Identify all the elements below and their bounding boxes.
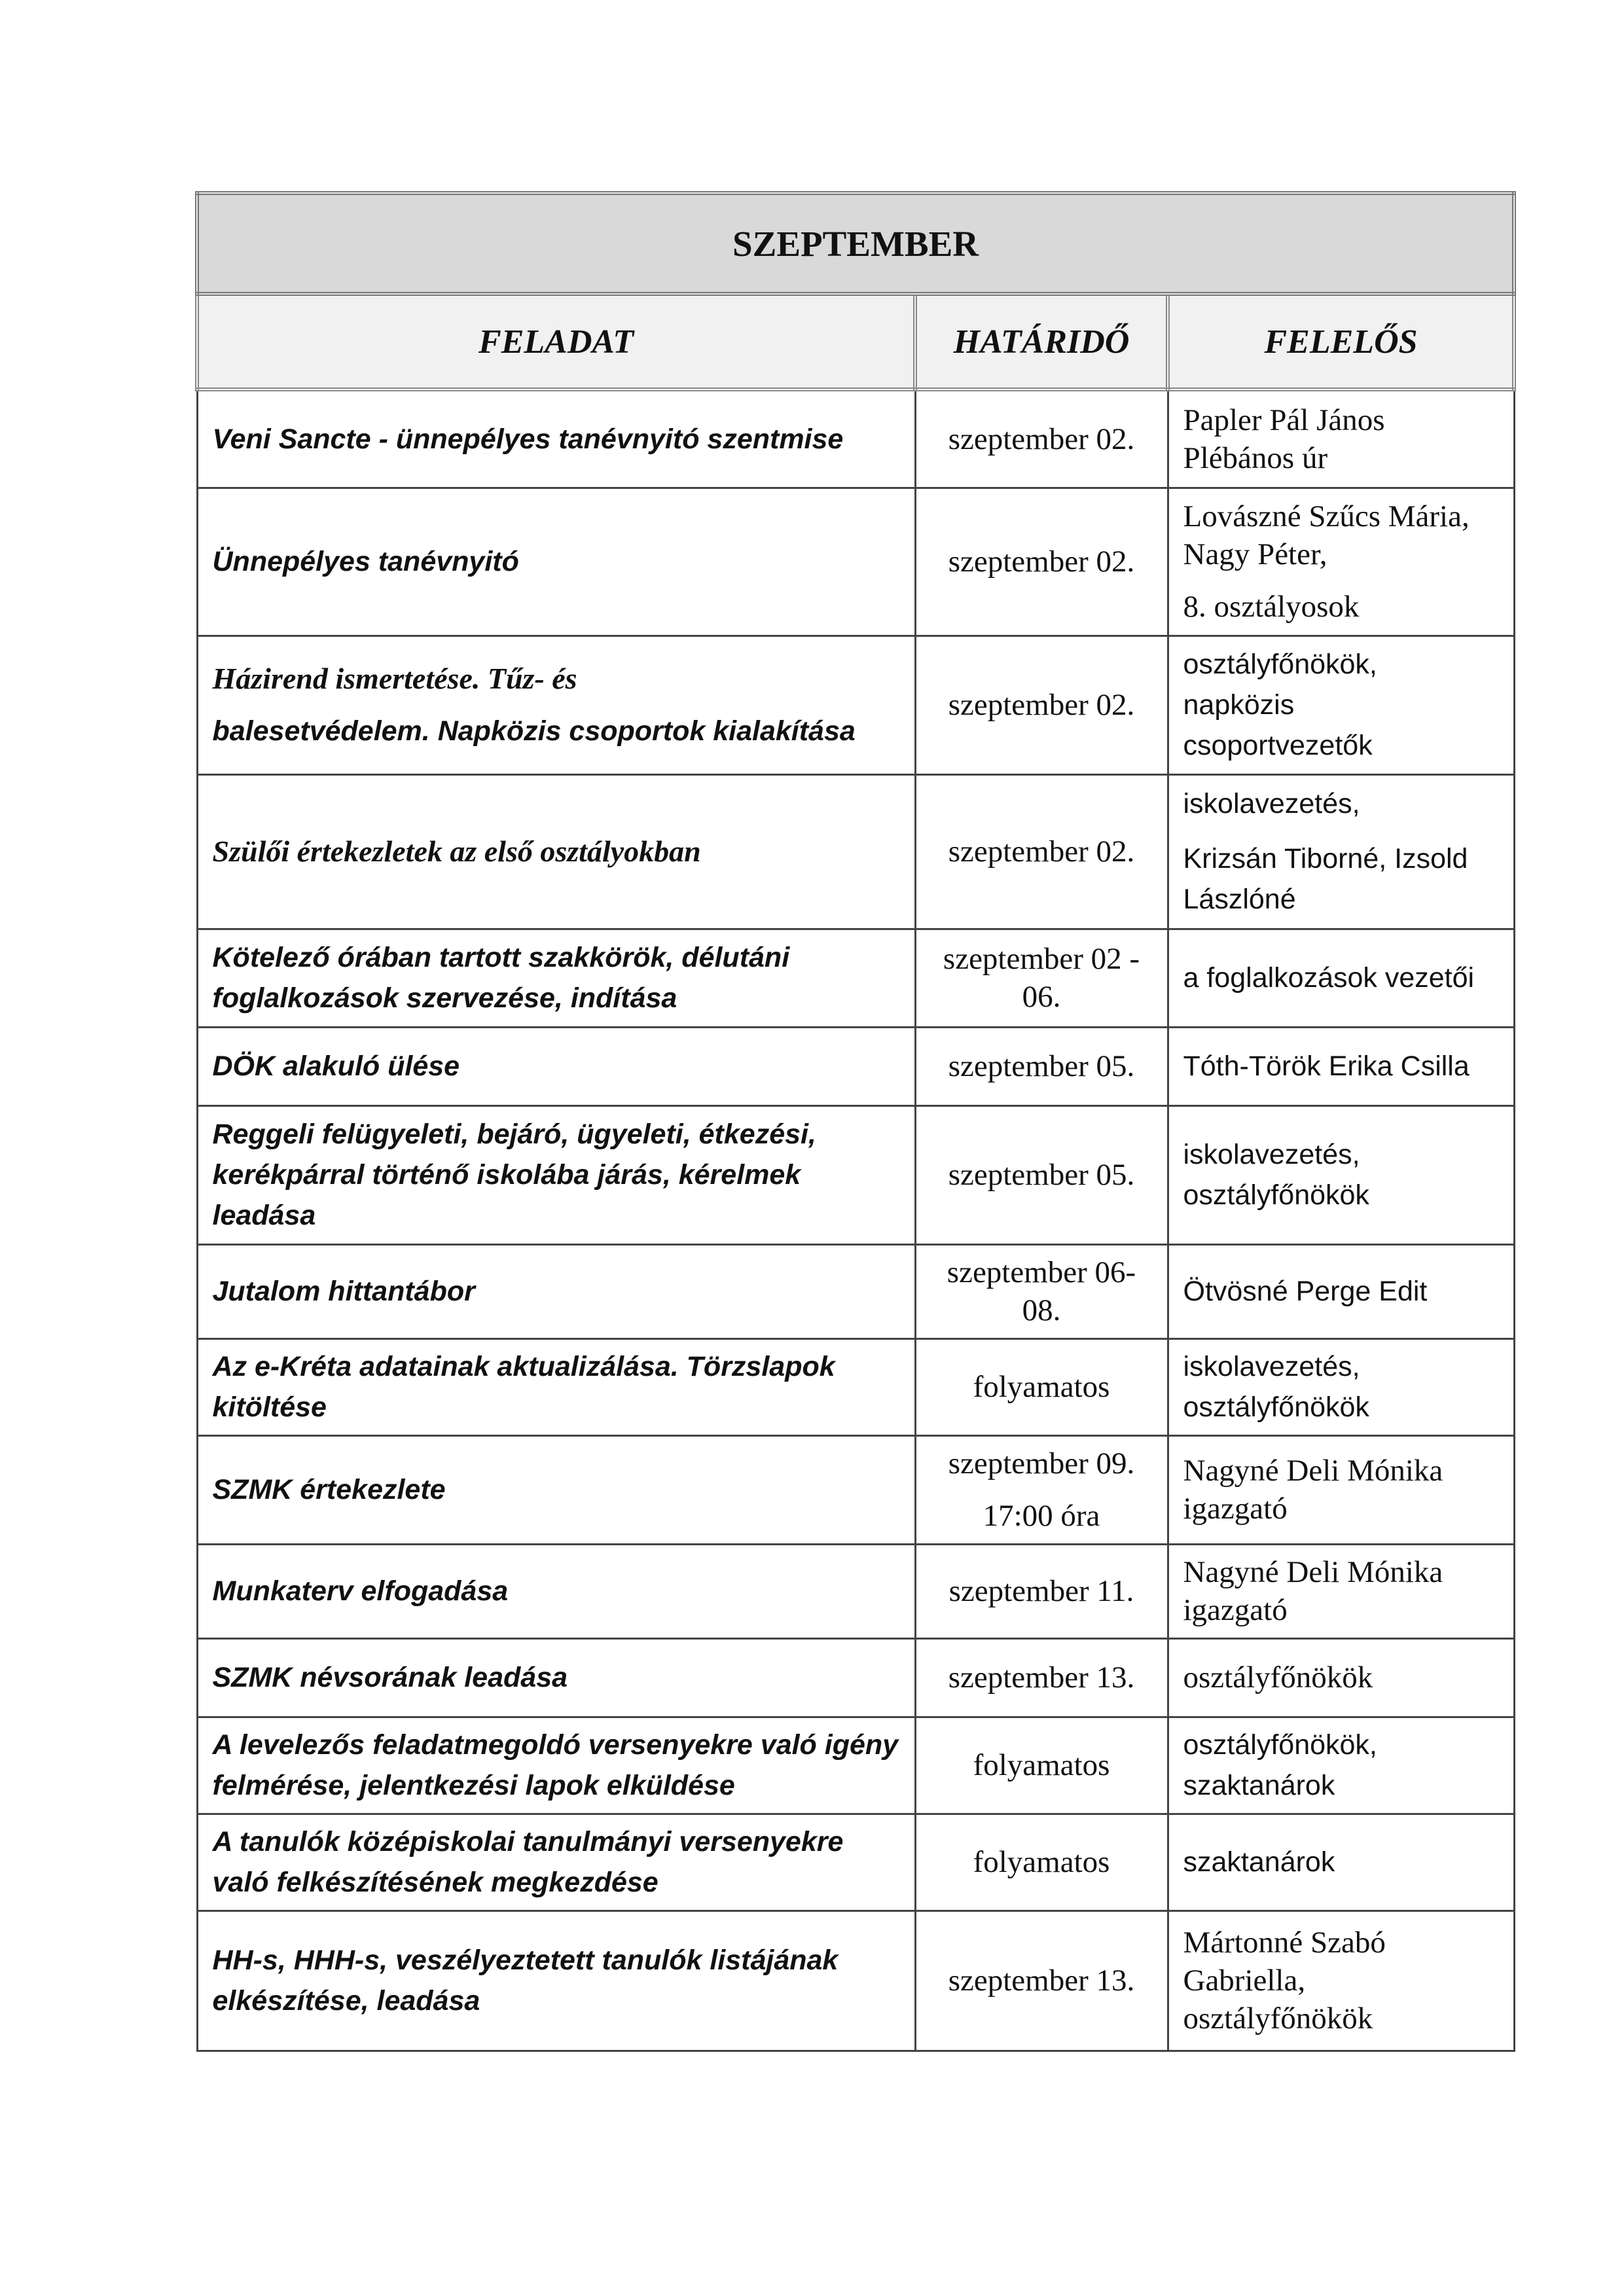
task-cell (197, 636, 915, 774)
responsible-line: Nagyné Deli Mónika (1183, 1555, 1443, 1589)
deadline-line: szeptember 06- (947, 1255, 1136, 1289)
task-cell: A tanulók középiskolai tanulmányi versenyekre való felkészítésének megkezdése (197, 1814, 915, 1910)
task-cell: Ünnepélyes tanévnyitó (197, 488, 915, 636)
deadline-line: 17:00 óra (983, 1499, 1100, 1533)
task-cell: A levelezős feladatmegoldó versenyekre való igény felmérése, jelentkezési lapok elküldése (197, 1717, 915, 1814)
table-row (197, 488, 1514, 636)
responsible-line: osztályfőnökök (1183, 1660, 1373, 1695)
responsible-cell (1168, 1814, 1514, 1910)
responsible-line: Krizsán Tiborné, Izsold (1183, 843, 1468, 874)
responsible-line: osztályfőnökök (1183, 1179, 1369, 1211)
responsible-cell (1168, 1105, 1514, 1244)
responsible-line: Papler Pál János (1183, 403, 1385, 437)
task-cell: Szülői értekezletek az első osztályokban (197, 774, 915, 929)
responsible-cell (1168, 636, 1514, 774)
deadline-cell: szeptember 05. (915, 1105, 1168, 1244)
deadline-line: szeptember 09. (948, 1446, 1135, 1480)
responsible-line: Nagy Péter, (1183, 537, 1327, 571)
responsible-cell (1168, 1638, 1514, 1717)
table-title: SZEPTEMBER (197, 193, 1514, 294)
deadline-cell (915, 929, 1168, 1027)
responsible-line: Lászlóné (1183, 884, 1296, 915)
task-line: balesetvédelem. Napközis csoportok kialakítása (212, 715, 856, 747)
responsible-cell (1168, 1544, 1514, 1638)
column-header-task: FELADAT (197, 294, 915, 389)
table-row (197, 1544, 1514, 1638)
responsible-line: iskolavezetés, (1183, 1351, 1360, 1382)
deadline-cell (915, 1435, 1168, 1544)
table-row (197, 774, 1514, 929)
task-cell: HH-s, HHH-s, veszélyeztetett tanulók listájának elkészítése, leadása (197, 1910, 915, 2051)
deadline-cell: folyamatos (915, 1717, 1168, 1814)
responsible-cell (1168, 1910, 1514, 2051)
responsible-line: szaktanárok (1183, 1846, 1335, 1878)
deadline-cell: szeptember 11. (915, 1544, 1168, 1638)
deadline-cell: folyamatos (915, 1338, 1168, 1435)
task-line: Házirend ismertetése. Tűz- és (212, 662, 577, 695)
deadline-cell: szeptember 02. (915, 774, 1168, 929)
responsible-line: a foglalkozások vezetői (1183, 962, 1475, 994)
table-row (197, 1717, 1514, 1814)
responsible-cell (1168, 488, 1514, 636)
deadline-cell: szeptember 05. (915, 1027, 1168, 1105)
task-cell: Munkaterv elfogadása (197, 1544, 915, 1638)
responsible-cell (1168, 1244, 1514, 1338)
responsible-cell (1168, 1027, 1514, 1105)
deadline-cell: szeptember 13. (915, 1638, 1168, 1717)
responsible-cell (1168, 929, 1514, 1027)
table-row (197, 929, 1514, 1027)
deadline-line: 06. (1022, 980, 1061, 1014)
task-cell: SZMK értekezlete (197, 1435, 915, 1544)
responsible-cell (1168, 389, 1514, 488)
table-row (197, 389, 1514, 488)
task-cell: Az e-Kréta adatainak aktualizálása. Törzslapok kitöltése (197, 1338, 915, 1435)
responsible-line: Mártonné Szabó (1183, 1926, 1386, 1960)
deadline-cell: szeptember 02. (915, 389, 1168, 488)
deadline-cell: szeptember 02. (915, 488, 1168, 636)
responsible-line: osztályfőnökök (1183, 1391, 1369, 1423)
header-row (197, 294, 1514, 389)
deadline-cell: folyamatos (915, 1814, 1168, 1910)
task-cell: SZMK névsorának leadása (197, 1638, 915, 1717)
deadline-cell: szeptember 02. (915, 636, 1168, 774)
responsible-line: csoportvezetők (1183, 730, 1373, 761)
responsible-line: 8. osztályosok (1183, 590, 1360, 624)
schedule-table (195, 191, 1516, 2052)
responsible-line: szaktanárok (1183, 1770, 1335, 1801)
responsible-line: Plébános úr (1183, 440, 1328, 475)
column-header-deadline: HATÁRIDŐ (915, 294, 1168, 389)
table-row (197, 1638, 1514, 1717)
task-cell: Reggeli felügyeleti, bejáró, ügyeleti, étkezési, kerékpárral történő iskolába járás, kérelmek leadása (197, 1105, 915, 1244)
responsible-cell (1168, 1717, 1514, 1814)
responsible-cell (1168, 1338, 1514, 1435)
responsible-line: iskolavezetés, (1183, 1139, 1360, 1170)
responsible-line: Nagyné Deli Mónika (1183, 1454, 1443, 1488)
responsible-line: Lovászné Szűcs Mária, (1183, 499, 1470, 533)
task-cell: Kötelező órában tartott szakkörök, délutáni foglalkozások szervezése, indítása (197, 929, 915, 1027)
table-row (197, 1910, 1514, 2051)
responsible-line: osztályfőnökök, (1183, 649, 1377, 680)
responsible-line: osztályfőnökök (1183, 2001, 1373, 2036)
responsible-line: igazgató (1183, 1593, 1288, 1627)
table-row (197, 1244, 1514, 1338)
table-row (197, 1435, 1514, 1544)
responsible-line: Tóth-Török Erika Csilla (1183, 1050, 1470, 1082)
responsible-cell (1168, 774, 1514, 929)
deadline-cell (915, 1244, 1168, 1338)
table-row (197, 636, 1514, 774)
table-row (197, 1027, 1514, 1105)
responsible-line: igazgató (1183, 1492, 1288, 1526)
deadline-line: szeptember 02 - (943, 942, 1140, 976)
responsible-line: napközis (1183, 689, 1295, 721)
responsible-line: iskolavezetés, (1183, 788, 1360, 819)
column-header-responsible: FELELŐS (1168, 294, 1514, 389)
responsible-line: Gabriella, (1183, 1964, 1306, 1998)
task-cell: Veni Sancte - ünnepélyes tanévnyitó szentmise (197, 389, 915, 488)
table-row (197, 1105, 1514, 1244)
task-cell: Jutalom hittantábor (197, 1244, 915, 1338)
table-row (197, 1814, 1514, 1910)
title-row (197, 193, 1514, 294)
deadline-cell: szeptember 13. (915, 1910, 1168, 2051)
deadline-line: 08. (1022, 1293, 1061, 1327)
responsible-cell (1168, 1435, 1514, 1544)
task-cell: DÖK alakuló ülése (197, 1027, 915, 1105)
responsible-line: osztályfőnökök, (1183, 1729, 1377, 1761)
responsible-line: Ötvösné Perge Edit (1183, 1276, 1428, 1307)
table-row (197, 1338, 1514, 1435)
